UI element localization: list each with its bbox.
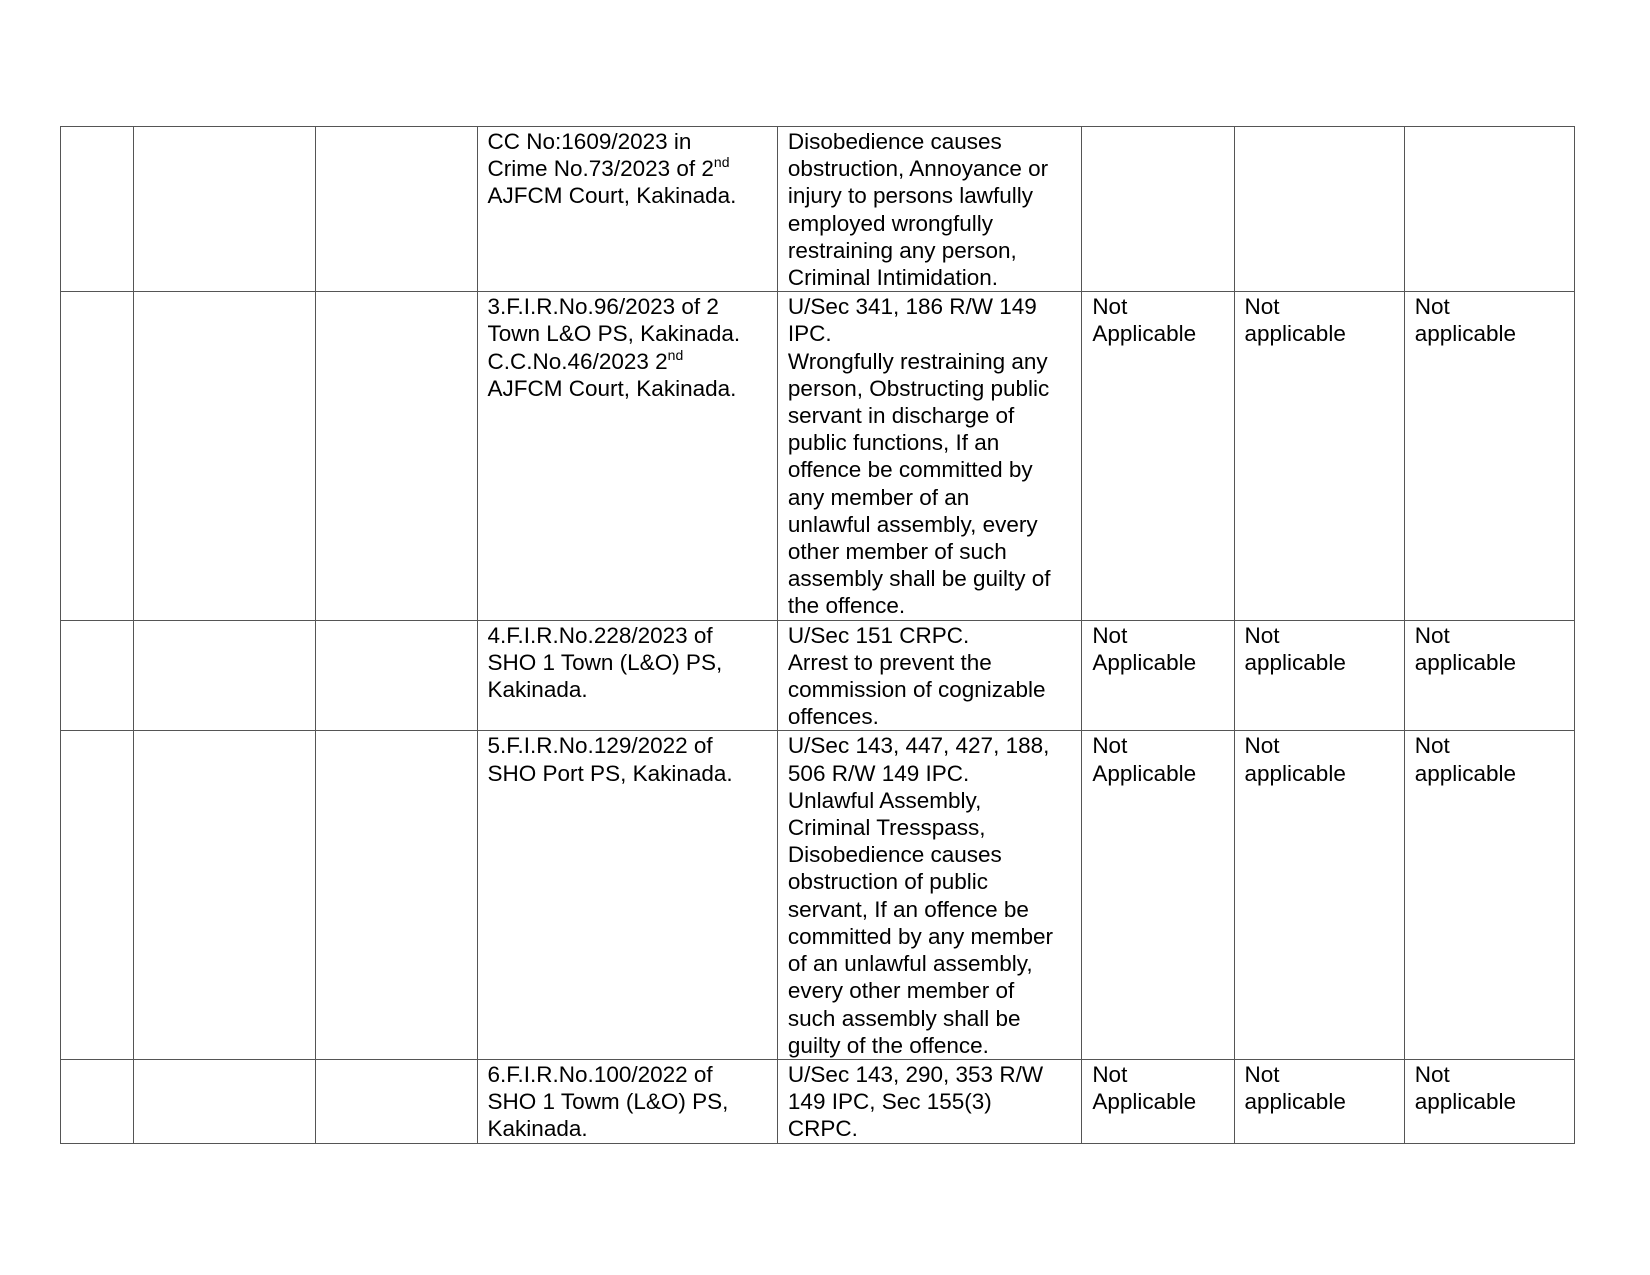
- offence-line: assembly shall be guilty of: [787, 566, 1051, 592]
- applicability-cell: [1234, 620, 1404, 731]
- serial-cell: [61, 127, 134, 292]
- offence-line: Wrongfully restraining any: [787, 348, 1048, 374]
- applicability-cell: [1404, 292, 1574, 620]
- applicability-line: applicable: [1414, 1089, 1517, 1115]
- table-row: [61, 731, 1575, 1059]
- case-line: SHO 1 Towm (L&O) PS,: [487, 1089, 729, 1115]
- serial-cell: [61, 292, 134, 620]
- offence-line: restraining any person,: [787, 237, 1017, 263]
- offence-line: offences.: [787, 704, 879, 730]
- case-line: SHO Port PS, Kakinada.: [487, 760, 733, 786]
- serial-cell: [61, 731, 134, 1059]
- offence-line: obstruction, Annoyance or: [787, 156, 1049, 182]
- applicability-line: Not: [1092, 1061, 1128, 1087]
- offence-line: person, Obstructing public: [787, 375, 1050, 401]
- offence-line: IPC.: [787, 321, 832, 347]
- offence-line: Criminal Intimidation.: [787, 265, 998, 291]
- name-cell: [134, 127, 316, 292]
- applicability-cell: [1082, 620, 1234, 731]
- case-line: Kakinada.: [487, 1116, 588, 1142]
- applicability-cell: [1234, 1059, 1404, 1143]
- name-cell: [134, 620, 316, 731]
- applicability-line: Not: [1092, 733, 1128, 759]
- applicability-line: applicable: [1244, 649, 1346, 675]
- serial-cell: [61, 620, 134, 731]
- applicability-cell: [1404, 127, 1574, 292]
- offence-line: Criminal Tresspass,: [787, 815, 986, 841]
- offence-line: U/Sec 151 CRPC.: [787, 622, 970, 648]
- applicability-cell: [1404, 731, 1574, 1059]
- offence-cell: [777, 292, 1081, 620]
- offence-line: 506 R/W 149 IPC.: [787, 760, 970, 786]
- case-number-cell: [477, 620, 777, 731]
- offence-line: Unlawful Assembly,: [787, 787, 982, 813]
- applicability-line: Not: [1092, 622, 1128, 648]
- applicability-cell: [1234, 731, 1404, 1059]
- offence-line: U/Sec 143, 447, 427, 188,: [787, 733, 1050, 759]
- details-cell: [316, 1059, 477, 1143]
- applicability-line: Not: [1414, 294, 1450, 320]
- details-cell: [316, 292, 477, 620]
- case-line: C.C.No.46/2023 2nd: [487, 346, 684, 374]
- applicability-line: Not: [1414, 1061, 1450, 1087]
- details-cell: [316, 127, 477, 292]
- table-row: [61, 292, 1575, 620]
- offence-line: Disobedience causes: [787, 842, 1002, 868]
- serial-cell: [61, 1059, 134, 1143]
- applicability-cell: [1082, 1059, 1234, 1143]
- name-cell: [134, 731, 316, 1059]
- applicability-line: Not: [1414, 622, 1450, 648]
- case-line: 4.F.I.R.No.228/2023 of: [487, 622, 713, 648]
- applicability-line: applicable: [1244, 321, 1346, 347]
- applicability-line: Applicable: [1092, 760, 1197, 786]
- offence-line: guilty of the offence.: [787, 1032, 989, 1058]
- offence-line: servant, If an offence be: [787, 896, 1029, 922]
- offence-line: every other member of: [787, 978, 1015, 1004]
- case-line: CC No:1609/2023 in: [487, 129, 692, 154]
- details-cell: [316, 620, 477, 731]
- applicability-line: Not: [1244, 1061, 1280, 1087]
- offence-line: of an unlawful assembly,: [787, 951, 1033, 977]
- applicability-line: applicable: [1414, 321, 1517, 347]
- case-line: SHO 1 Town (L&O) PS,: [487, 649, 723, 675]
- applicability-line: applicable: [1244, 760, 1346, 786]
- applicability-line: Not: [1244, 733, 1280, 759]
- case-number-cell: [477, 292, 777, 620]
- case-number-cell: [477, 731, 777, 1059]
- offence-line: 149 IPC, Sec 155(3): [787, 1089, 992, 1115]
- case-line: Town L&O PS, Kakinada.: [487, 321, 741, 347]
- offence-cell: [777, 127, 1081, 292]
- offence-line: offence be committed by: [787, 457, 1033, 483]
- applicability-cell: [1234, 292, 1404, 620]
- case-line: AJFCM Court, Kakinada.: [487, 183, 737, 209]
- case-details-table: [60, 126, 1575, 1144]
- offence-line: Disobedience causes: [787, 129, 1002, 154]
- name-cell: [134, 1059, 316, 1143]
- case-number-cell: [477, 1059, 777, 1143]
- details-cell: [316, 731, 477, 1059]
- applicability-line: Not: [1244, 294, 1280, 320]
- applicability-line: Applicable: [1092, 1089, 1197, 1115]
- case-number-cell: [477, 127, 777, 292]
- offence-line: employed wrongfully: [787, 210, 994, 236]
- offence-line: CRPC.: [787, 1116, 858, 1142]
- offence-line: injury to persons lawfully: [787, 183, 1034, 209]
- applicability-cell: [1404, 1059, 1574, 1143]
- offence-line: obstruction of public: [787, 869, 989, 895]
- applicability-line: Not: [1244, 622, 1280, 648]
- applicability-cell: [1082, 292, 1234, 620]
- case-line: 5.F.I.R.No.129/2022 of: [487, 733, 713, 759]
- offence-cell: [777, 1059, 1081, 1143]
- offence-line: U/Sec 341, 186 R/W 149: [787, 294, 1037, 320]
- offence-line: unlawful assembly, every: [787, 511, 1038, 537]
- table-row: [61, 620, 1575, 731]
- applicability-cell: [1234, 127, 1404, 292]
- offence-line: committed by any member: [787, 923, 1054, 949]
- applicability-line: applicable: [1414, 649, 1517, 675]
- offence-line: U/Sec 143, 290, 353 R/W: [787, 1061, 1044, 1087]
- ordinal-suffix: nd: [713, 154, 730, 171]
- offence-line: public functions, If an: [787, 430, 1000, 456]
- applicability-line: Applicable: [1092, 321, 1197, 347]
- table-row: [61, 127, 1575, 292]
- name-cell: [134, 292, 316, 620]
- offence-line: other member of such: [787, 539, 1007, 565]
- offence-cell: [777, 731, 1081, 1059]
- case-line: 6.F.I.R.No.100/2022 of: [487, 1061, 713, 1087]
- offence-cell: [777, 620, 1081, 731]
- offence-line: servant in discharge of: [787, 403, 1015, 429]
- case-line: Kakinada.: [487, 677, 588, 703]
- applicability-line: Not: [1414, 733, 1450, 759]
- offence-line: the offence.: [787, 593, 906, 619]
- applicability-line: Applicable: [1092, 649, 1197, 675]
- applicability-cell: [1082, 731, 1234, 1059]
- applicability-line: applicable: [1414, 760, 1517, 786]
- case-line: Crime No.73/2023 of 2nd: [487, 154, 730, 182]
- applicability-line: Not: [1092, 294, 1128, 320]
- case-line: AJFCM Court, Kakinada.: [487, 375, 737, 401]
- applicability-line: applicable: [1244, 1089, 1346, 1115]
- offence-line: Arrest to prevent the: [787, 649, 992, 675]
- offence-line: such assembly shall be: [787, 1005, 1021, 1031]
- case-line: 3.F.I.R.No.96/2023 of 2: [487, 294, 719, 320]
- offence-line: commission of cognizable: [787, 677, 1046, 703]
- applicability-cell: [1082, 127, 1234, 292]
- applicability-cell: [1404, 620, 1574, 731]
- ordinal-suffix: nd: [667, 346, 684, 363]
- table-row: [61, 1059, 1575, 1143]
- offence-line: any member of an: [787, 484, 970, 510]
